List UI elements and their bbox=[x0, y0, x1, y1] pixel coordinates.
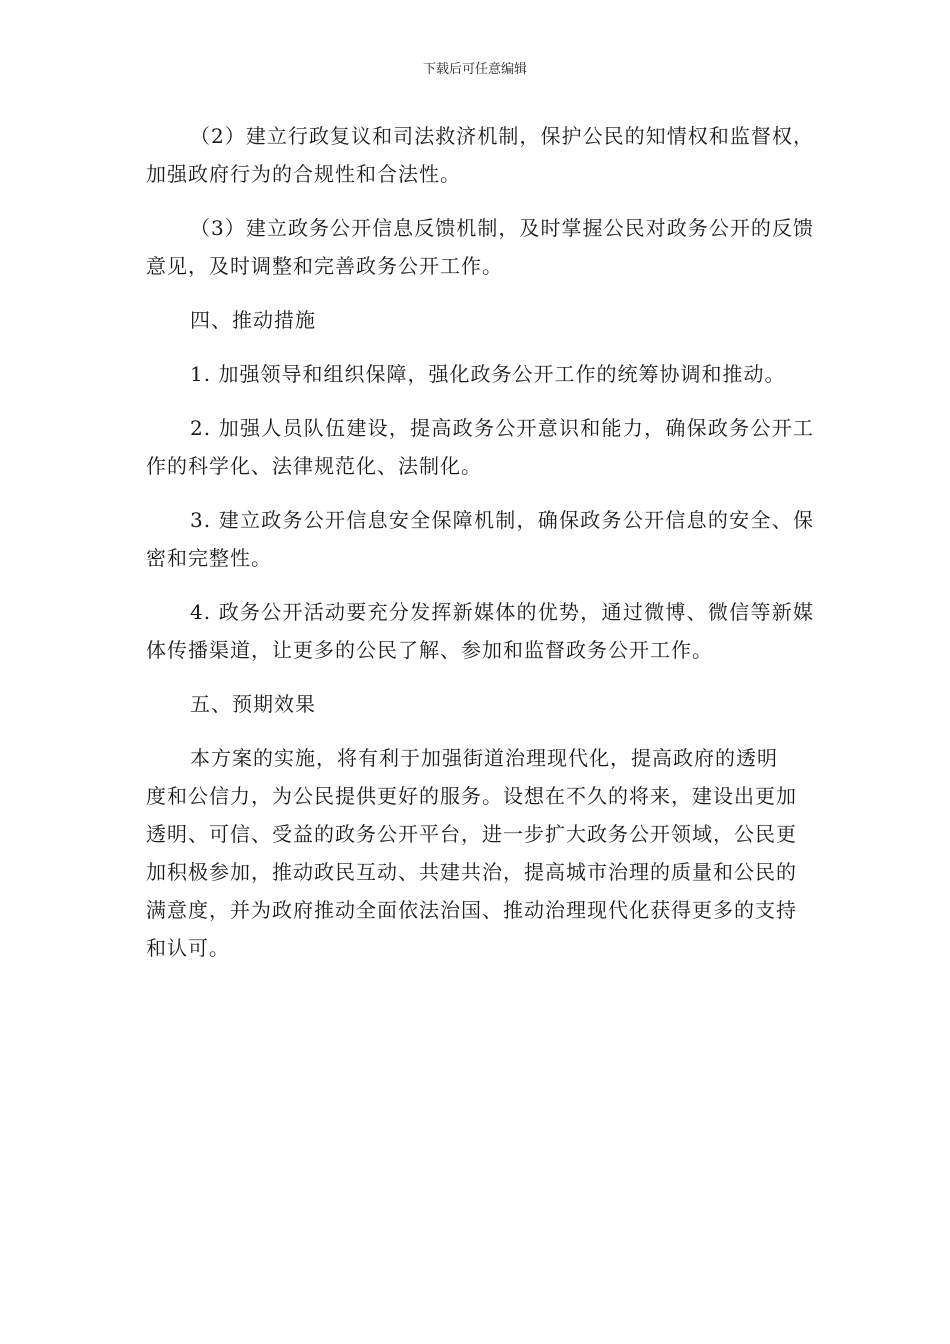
section-heading-measures: 四、推动措施 bbox=[190, 308, 316, 332]
paragraph-measure-3: 3. 建立政务公开信息安全保障机制，确保政务公开信息的安全、保密和完整性。 bbox=[146, 508, 814, 570]
document-body bbox=[146, 117, 814, 967]
paragraph-measure-2: 2. 加强人员队伍建设，提高政务公开意识和能力，确保政务公开工作的科学化、法律规范化、法制化。 bbox=[146, 416, 814, 478]
header-note: 下载后可任意编辑 bbox=[422, 62, 527, 77]
paragraph-item-3: （3）建立政务公开信息反馈机制，及时掌握公民对政务公开的反馈意见，及时调整和完善政务公开工作。 bbox=[146, 216, 814, 278]
paragraph-measure-1: 1. 加强领导和组织保障，强化政务公开工作的统筹协调和推动。 bbox=[190, 362, 786, 386]
paragraph-measure-4: 4. 政务公开活动要充分发挥新媒体的优势，通过微博、微信等新媒体传播渠道，让更多的公民了解、参加和监督政务公开工作。 bbox=[146, 600, 814, 662]
paragraph-expected-effects: 本方案的实施，将有利于加强街道治理现代化，提高政府的透明度和公信力，为公民提供更好的服务。设想在不久的将来，建设出更加透明、可信、受益的政务公开平台，进一步扩大政务公开领域，公民更加积极参加，推动政民互动、共建共治，提高城市治理的质量和公民的满意度，并为政府推动全面依法治国、推动治理现代化获得更多的支持和认可。 bbox=[146, 746, 797, 960]
paragraph-item-2: （2）建立行政复议和司法救济机制，保护公民的知情权和监督权，加强政府行为的合规性和合法性。 bbox=[146, 124, 814, 186]
section-heading-expected-effects: 五、预期效果 bbox=[190, 692, 316, 716]
